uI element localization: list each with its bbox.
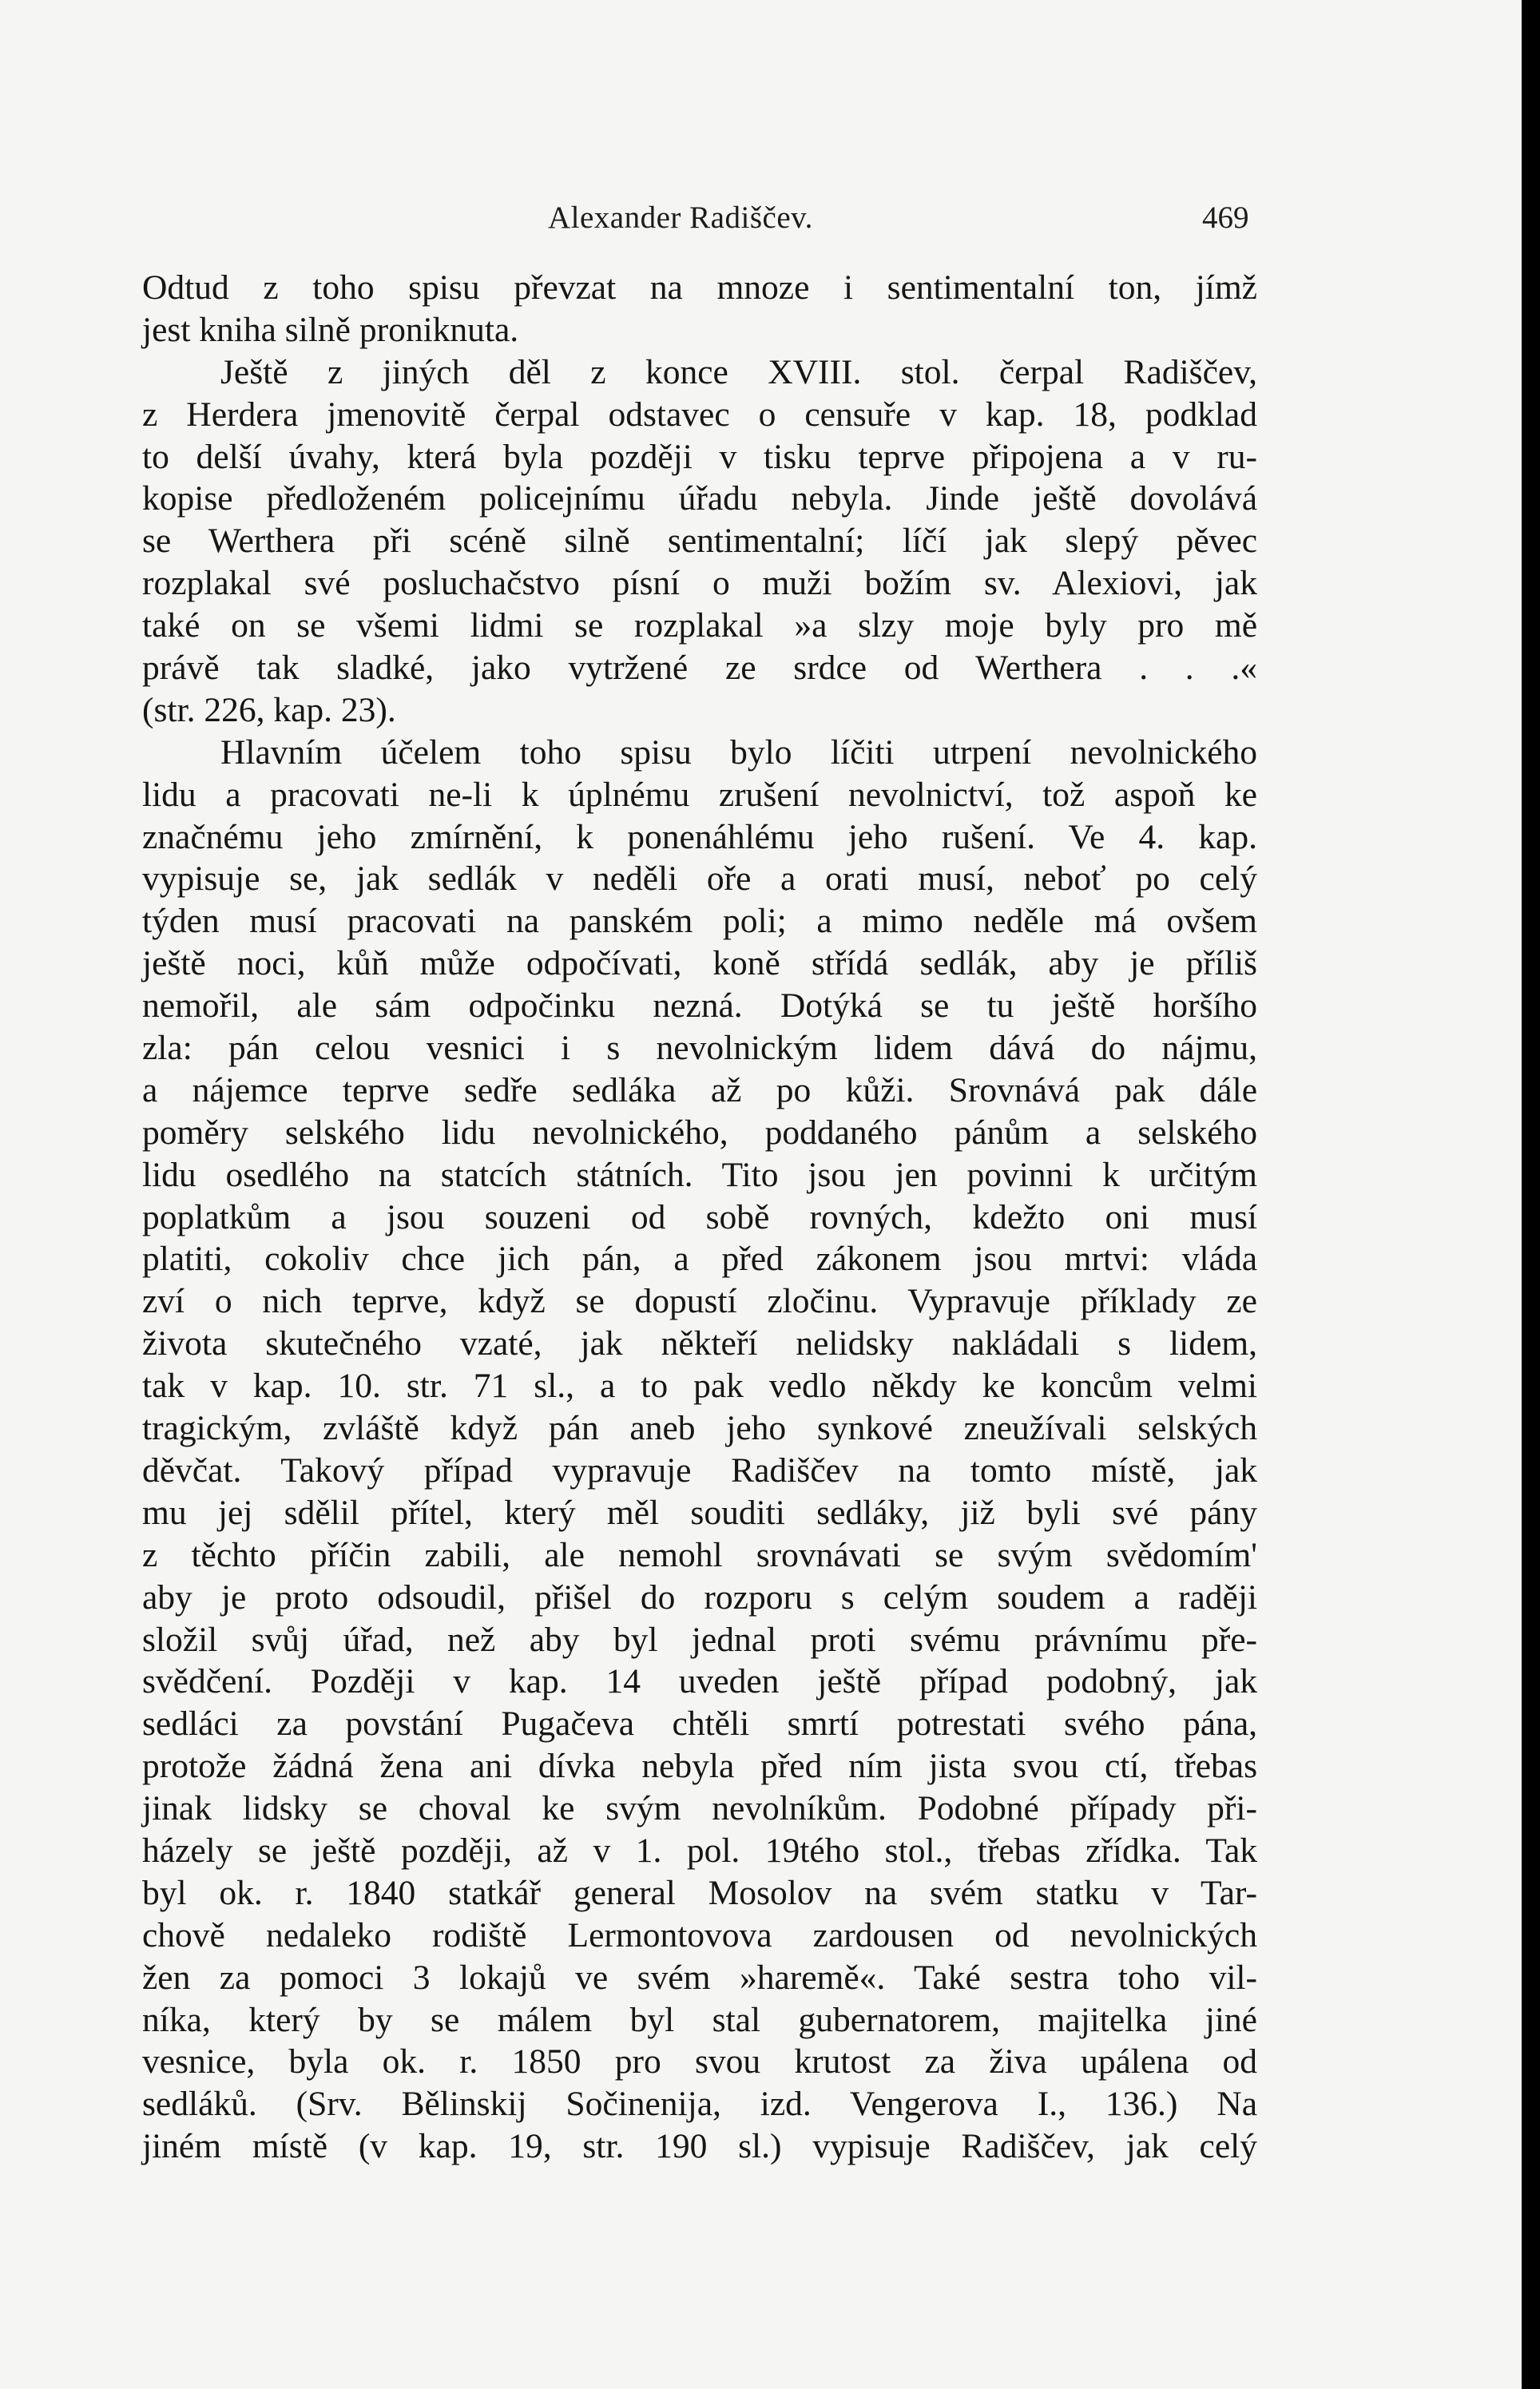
text-line: kopise předloženém policejnímu úřadu nebyla. Jinde ještě dovolává: [142, 479, 1257, 518]
text-line: zví o nich teprve, když se dopustí zločinu. Vypravuje příklady ze: [142, 1282, 1257, 1321]
text-line: z těchto příčin zabili, ale nemohl srovnávati se svým svědomím': [142, 1535, 1257, 1574]
text-line: žen za pomoci 3 lokajů ve svém »haremě«. Také sestra toho vil-: [142, 1958, 1257, 1997]
text-line: vesnice, byla ok. r. 1850 pro svou krutost za živa upálena od: [142, 2042, 1257, 2081]
text-line: se Werthera při scéně silně sentimentalní; líčí jak slepý pěvec: [142, 522, 1257, 561]
text-line: právě tak sladké, jako vytržené ze srdce od Werthera . . .«: [142, 649, 1257, 688]
text-line: platiti, cokoliv chce jich pán, a před zákonem jsou mrtvi: vláda: [142, 1240, 1257, 1279]
text-line: ještě noci, kůň může odpočívati, koně střídá sedlák, aby je příliš: [142, 944, 1257, 983]
text-line: nemořil, ale sám odpočinku nezná. Dotýká se tu ještě horšího: [142, 986, 1257, 1026]
text-line: také on se všemi lidmi se rozplakal »a slzy moje byly pro mě: [142, 606, 1257, 645]
text-line: byl ok. r. 1840 statkář general Mosolov na svém statku v Tar-: [142, 1873, 1257, 1912]
text-line: sedláků. (Srv. Bělinskij Sočinenija, izd. Vengerova I., 136.) Na: [142, 2085, 1257, 2124]
text-line: mu jej sdělil přítel, který měl souditi sedláky, již byli své pány: [142, 1493, 1257, 1532]
text-line: a nájemce teprve sedře sedláka až po kůži. Srovnává pak dále: [142, 1070, 1257, 1109]
text-line: chově nedaleko rodiště Lermontovova zardousen od nevolnických: [142, 1915, 1257, 1954]
text-line: to delší úvahy, která byla později v tisku teprve připojena a v ru-: [142, 437, 1257, 476]
text-line: sedláci za povstání Pugačeva chtěli smrtí potrestati svého pána,: [142, 1704, 1257, 1744]
text-line: (str. 226, kap. 23).: [142, 690, 396, 729]
text-line: Odtud z toho spisu převzat na mnoze i sentimentalní ton, jímž: [142, 268, 1257, 307]
page-number: 469: [1202, 200, 1249, 235]
text-line: házely se ještě později, až v 1. pol. 19tého stol., třebas zřídka. Tak: [142, 1831, 1257, 1870]
text-line: rozplakal své posluchačstvo písní o muži božím sv. Alexiovi, jak: [142, 564, 1257, 603]
text-line: jinak lidsky se choval ke svým nevolníkům. Podobné případy při-: [142, 1789, 1257, 1828]
text-line: aby je proto odsoudil, přišel do rozporu s celým soudem a raději: [142, 1577, 1257, 1617]
page-header: [0, 200, 1522, 240]
text-line: protože žádná žena ani dívka nebyla před ním jista svou ctí, třebas: [142, 1747, 1257, 1786]
text-line: lidu a pracovati ne-li k úplnému zrušení nevolnictví, tož aspoň ke: [142, 775, 1257, 814]
text-line: Ještě z jiných děl z konce XVIII. stol. čerpal Radiščev,: [220, 352, 1257, 391]
text-line: níka, který by se málem byl stal gubernatorem, majitelka jiné: [142, 2000, 1257, 2039]
running-title: Alexander Radiščev.: [548, 200, 813, 235]
text-line: zla: pán celou vesnici i s nevolnickým lidem dává do nájmu,: [142, 1029, 1257, 1068]
text-line: jiném místě (v kap. 19, str. 190 sl.) vypisuje Radiščev, jak celý: [142, 2127, 1257, 2166]
text-line: jest kniha silně proniknuta.: [142, 310, 519, 349]
text-line: života skutečného vzaté, jak někteří nelidsky nakládali s lidem,: [142, 1324, 1257, 1363]
text-line: tak v kap. 10. str. 71 sl., a to pak vedlo někdy ke koncům velmi: [142, 1367, 1257, 1406]
body-text: [142, 267, 1257, 2168]
text-line: svědčení. Později v kap. 14 uveden ještě případ podobný, jak: [142, 1662, 1257, 1701]
text-line: poměry selského lidu nevolnického, poddaného pánům a selského: [142, 1113, 1257, 1152]
text-line: značnému jeho zmírnění, k ponenáhlému jeho rušení. Ve 4. kap.: [142, 817, 1257, 856]
text-line: týden musí pracovati na panském poli; a mimo neděle má ovšem: [142, 902, 1257, 941]
text-line: vypisuje se, jak sedlák v neděli oře a orati musí, neboť po celý: [142, 859, 1257, 899]
text-line: poplatkům a jsou souzeni od sobě rovných, kdežto oni musí: [142, 1197, 1257, 1236]
text-line: děvčat. Takový případ vypravuje Radiščev na tomto místě, jak: [142, 1450, 1257, 1490]
text-line: tragickým, zvláště když pán aneb jeho synkové zneužívali selských: [142, 1409, 1257, 1448]
text-line: Hlavním účelem toho spisu bylo líčiti utrpení nevolnického: [220, 732, 1257, 772]
text-line: lidu osedlého na statcích státních. Tito jsou jen povinni k určitým: [142, 1155, 1257, 1194]
text-line: z Herdera jmenovitě čerpal odstavec o censuře v kap. 18, podklad: [142, 395, 1257, 434]
text-line: složil svůj úřad, než aby byl jednal proti svému právnímu pře-: [142, 1620, 1257, 1659]
